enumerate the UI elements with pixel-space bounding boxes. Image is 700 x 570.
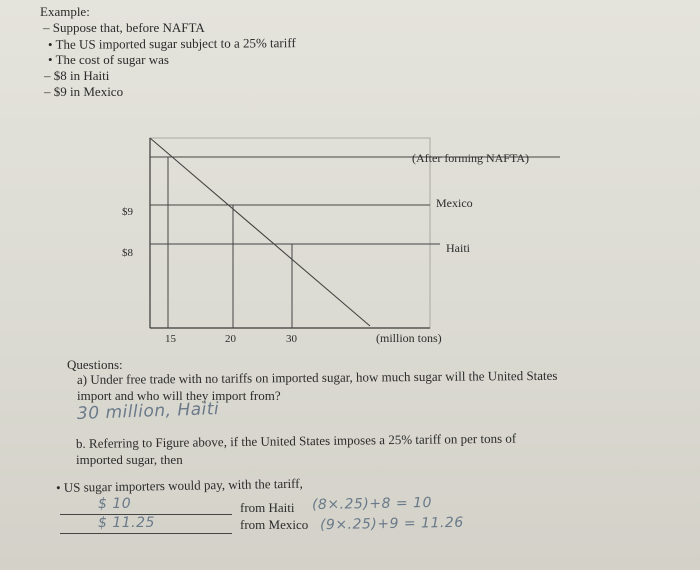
mexico-label: Mexico: [436, 196, 473, 210]
answer-mexico-handwritten: $ 11.25: [98, 515, 155, 531]
intro-line: – $9 in Mexico: [44, 84, 124, 99]
price-label-8: $8: [122, 247, 133, 259]
question-a-line1: a) Under free trade with no tariffs on imported sugar, how much sugar will the United States: [76, 367, 558, 387]
price-label-9: $9: [122, 206, 133, 218]
graph-frame: [150, 138, 430, 328]
demand-line: [150, 138, 370, 326]
question-b-line1: b. Referring to Figure above, if the United States imposes a 25% tariff on per tons of: [75, 430, 517, 451]
question-a-line2: import and who will they import from?: [77, 388, 281, 403]
tick-label-15: 15: [165, 333, 176, 345]
quantity-unit-label: (million tons): [376, 331, 442, 345]
haiti-label: Haiti: [446, 241, 470, 255]
from-haiti-label: from Haiti: [240, 500, 295, 515]
from-mexico-label: from Mexico: [240, 517, 309, 532]
question-b-line2: imported sugar, then: [76, 452, 183, 467]
intro-line: – Suppose that, before NAFTA: [43, 20, 205, 35]
intro-line: • The cost of sugar was: [48, 52, 169, 67]
after-nafta-label: (After forming NAFTA): [412, 151, 530, 165]
answer-haiti-handwritten: $ 10: [98, 496, 132, 512]
answer-a-handwritten: 30 million, Haiti: [76, 399, 220, 424]
haiti-work-handwritten: (8×.25)+8 = 10: [311, 494, 433, 514]
intro-line: • The US imported sugar subject to a 25% tariff: [47, 35, 296, 52]
tariff-bullet: • US sugar importers would pay, with the tariff,: [55, 475, 303, 495]
tick-label-20: 20: [225, 333, 236, 345]
intro-line: – $8 in Haiti: [44, 68, 110, 83]
mexico-work-handwritten: (9×.25)+9 = 11.26: [319, 514, 464, 534]
example-heading: Example:: [40, 4, 90, 19]
questions-heading: Questions:: [67, 357, 123, 372]
tick-label-30: 30: [286, 333, 297, 345]
blank-line-mexico: [60, 533, 232, 534]
